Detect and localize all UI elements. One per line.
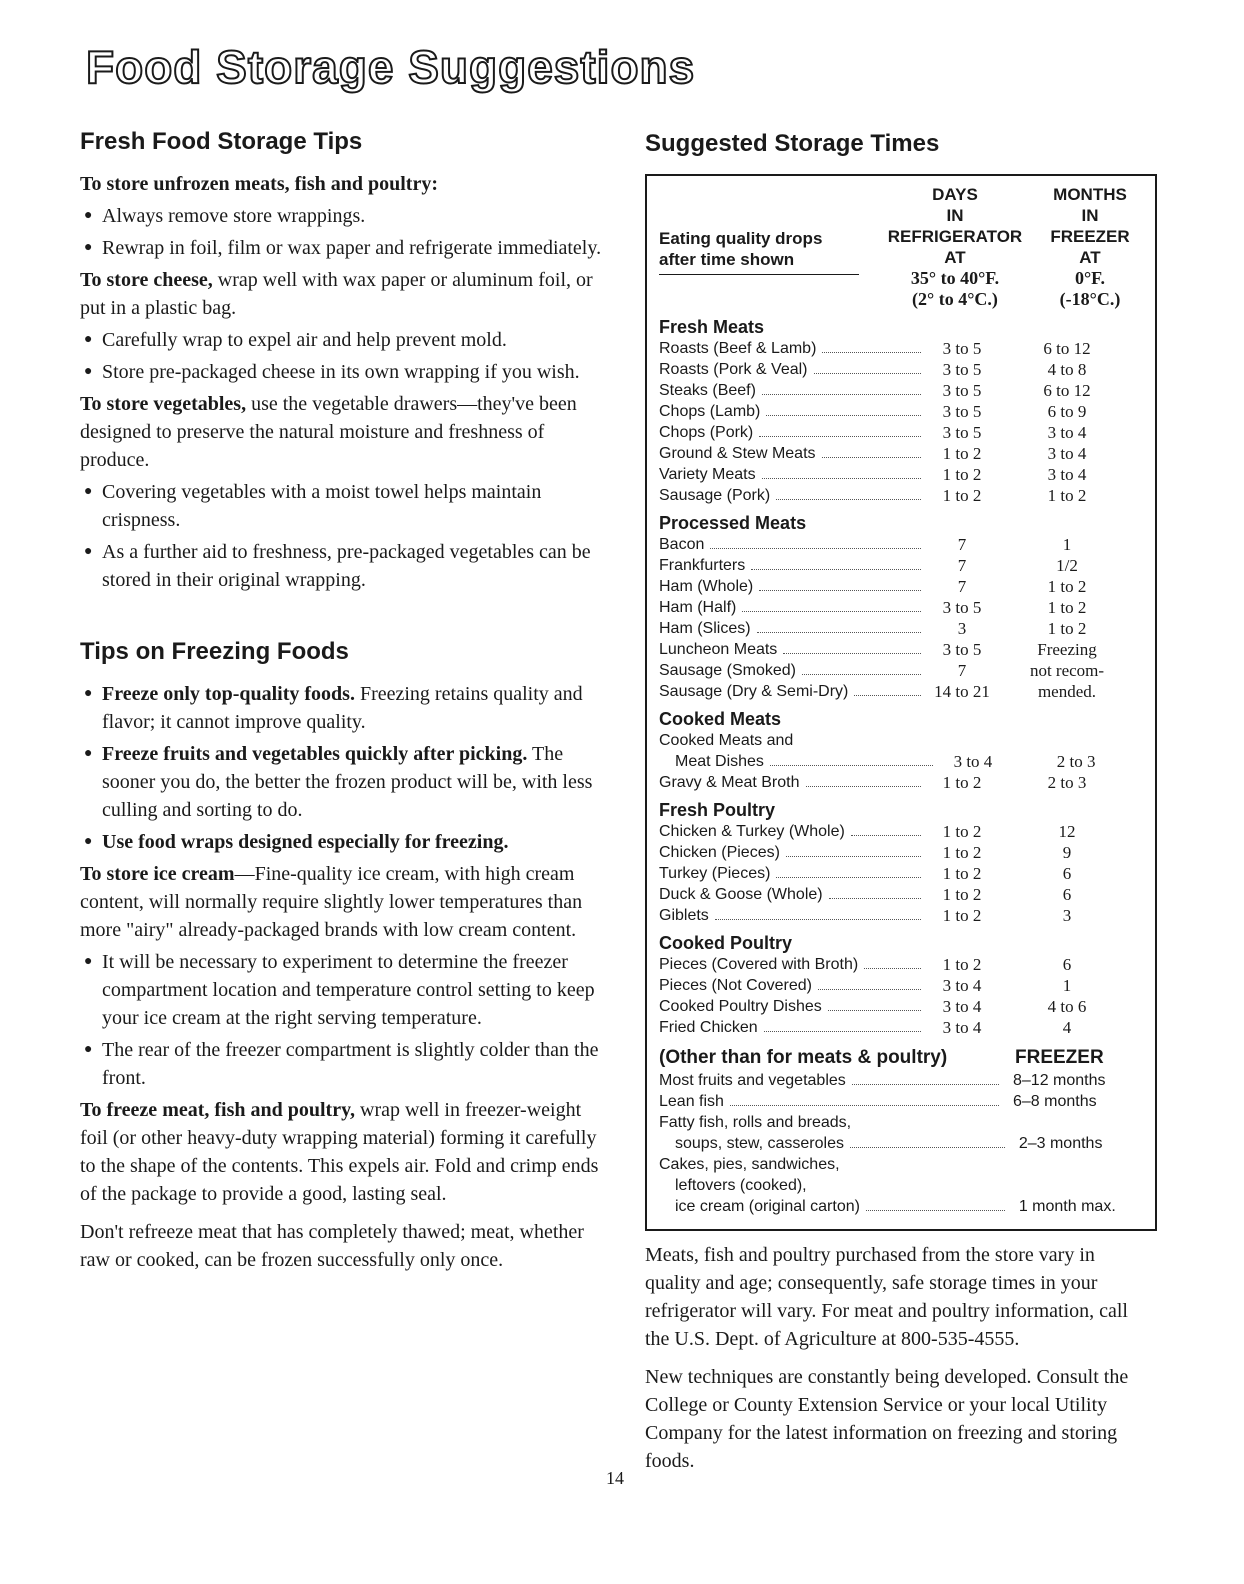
table-row: [659, 401, 1145, 422]
months-value: 3 to 4: [1047, 465, 1087, 484]
header-days-1: DAYS: [932, 185, 978, 204]
food-item: [659, 884, 927, 905]
header-days-5: 35° to 40°F.: [910, 268, 1000, 288]
dot-leader: [751, 555, 921, 570]
dot-leader: [852, 1070, 999, 1085]
dot-leader: [818, 975, 921, 990]
meats-lead-text: To store unfrozen meats, fish and poultry:: [80, 173, 438, 195]
table-row: [659, 1112, 1145, 1133]
table-row: [659, 443, 1145, 464]
food-item-label: Luncheon Meats: [659, 641, 778, 658]
list-item: [80, 1036, 610, 1092]
bullet-icon: ●: [84, 746, 93, 761]
table-row: [659, 884, 1145, 905]
header-months-5: 0°F.: [1074, 268, 1106, 288]
table-row: [659, 555, 1145, 576]
food-item-label: Bacon: [659, 536, 705, 553]
days-value: 1 to 2: [942, 843, 982, 862]
dot-leader: [802, 660, 921, 675]
table-row: [659, 1154, 1145, 1175]
food-item: [659, 1017, 927, 1038]
page-title: Food Storage Suggestions: [86, 41, 696, 93]
bullet-icon: ●: [84, 484, 93, 499]
food-item: [659, 1133, 1011, 1154]
food-item-label: Roasts (Pork & Veal): [659, 361, 808, 378]
days-value: 3 to 5: [942, 423, 982, 442]
months-value: 6 to 9: [1047, 402, 1087, 421]
table-row: [659, 1017, 1145, 1038]
days-value: 3: [957, 619, 967, 638]
dot-leader: [850, 1133, 1005, 1148]
dot-leader: [806, 772, 922, 787]
months-value: 3 to 4: [1047, 423, 1087, 442]
category-heading: Fresh Poultry: [659, 800, 776, 820]
vegetables-paragraph: [80, 390, 610, 474]
food-item: [659, 401, 927, 422]
dot-leader: [822, 338, 921, 353]
months-value: not recom-: [1029, 661, 1105, 680]
table-row: [659, 1091, 1145, 1112]
header-days-2: IN: [946, 206, 964, 225]
food-item-label: Lean fish: [659, 1093, 724, 1110]
dot-leader: [822, 443, 921, 458]
months-value: 4: [1062, 1018, 1072, 1037]
freezing-heading: Tips on Freezing Foods: [80, 638, 349, 665]
fresh-food-heading: Fresh Food Storage Tips: [80, 128, 363, 155]
dot-leader: [715, 905, 921, 920]
freezer-value: [1011, 1175, 1145, 1196]
food-item-label: Gravy & Meat Broth: [659, 774, 800, 791]
dot-leader: [828, 996, 921, 1011]
list-item: [80, 538, 610, 594]
food-item-label: Pieces (Covered with Broth): [659, 956, 859, 973]
food-item: [659, 534, 927, 555]
months-value: 12: [1058, 822, 1076, 841]
days-value: 14 to 21: [934, 682, 990, 701]
days-value: [927, 730, 997, 751]
months-value: 6: [1062, 864, 1072, 883]
months-value: 6: [1062, 885, 1072, 904]
other-rows: [659, 1070, 1145, 1217]
days-value: 1 to 2: [942, 864, 982, 883]
header-left-line1: Eating quality drops: [659, 229, 823, 248]
table-header: [659, 184, 1145, 310]
food-item-label: Ham (Slices): [659, 620, 751, 637]
food-item: [659, 842, 927, 863]
dot-leader: [786, 842, 921, 857]
food-item-label: Most fruits and vegetables: [659, 1072, 846, 1089]
dot-leader: [710, 534, 921, 549]
months-value: 1 to 2: [1047, 598, 1087, 617]
dot-leader: [742, 597, 921, 612]
freezer-value: [1005, 1112, 1143, 1133]
days-value: 3 to 5: [942, 402, 982, 421]
food-item: [659, 485, 927, 506]
months-value: 2 to 3: [1056, 752, 1096, 771]
freeze-meat-lead: To freeze meat, fish and poultry,: [80, 1099, 355, 1121]
food-item: [659, 618, 927, 639]
months-value: [997, 730, 1137, 751]
food-item-label: Ground & Stew Meats: [659, 445, 816, 462]
list-item: [80, 358, 610, 386]
days-value: 3 to 4: [942, 997, 982, 1016]
months-value: mended.: [1037, 682, 1097, 701]
dot-leader: [757, 618, 921, 633]
months-value: 1 to 2: [1047, 577, 1087, 596]
list-item: [80, 202, 610, 230]
table-row: [659, 618, 1145, 639]
bullet-icon: ●: [84, 686, 93, 701]
food-item-label: Chicken (Pieces): [659, 844, 780, 861]
storage-times-heading: Suggested Storage Times: [645, 130, 940, 157]
months-value: 1/2: [1056, 556, 1078, 575]
dot-leader: [730, 1091, 999, 1106]
food-item-label: Steaks (Beef): [659, 382, 756, 399]
usda-paragraph: Meats, fish and poultry purchased from the store vary in quality and age; consequently, safe storage times in your refrigerator will vary. For meat and poultry information, call the U.S. Dept. of Agriculture at 800-535-4555.: [645, 1244, 1128, 1350]
months-value: 6 to 12: [1043, 339, 1091, 358]
food-item: [659, 338, 927, 359]
table-row: [659, 772, 1145, 793]
bullet-icon: ●: [84, 364, 93, 379]
food-item-label: Chicken & Turkey (Whole): [659, 823, 845, 840]
bullet-icon: ●: [84, 544, 93, 559]
food-item: [659, 863, 927, 884]
freezer-value: 2–3 months: [1018, 1135, 1103, 1152]
food-item: [659, 975, 927, 996]
days-value: 1 to 2: [942, 906, 982, 925]
right-column: [645, 130, 1175, 1475]
storage-table: [645, 174, 1157, 1231]
table-row: [659, 996, 1145, 1017]
food-item: [659, 422, 927, 443]
freeze-meat-text: wrap well in freezer-weight foil (or other heavy-duty wrapping material) forming it carefully to the shape of the contents. This expels air. Fold and crimp ends of the package to provide a good, lasting seal.: [80, 1099, 599, 1205]
bullet-icon: ●: [84, 834, 93, 849]
food-item: [659, 1196, 1011, 1217]
veg-lead: To store vegetables,: [80, 393, 247, 415]
list-item: [80, 680, 610, 736]
dot-leader: [766, 401, 921, 416]
days-value: 1 to 2: [942, 822, 982, 841]
food-item-label: Sausage (Pork): [659, 487, 771, 504]
dot-leader: [762, 380, 921, 395]
food-item-label: Cooked Meats and: [659, 732, 794, 749]
list-item: [80, 828, 610, 856]
dot-leader: [776, 863, 921, 878]
food-item: [659, 772, 927, 793]
food-item-label: Roasts (Beef & Lamb): [659, 340, 817, 357]
header-days-4: AT: [944, 248, 966, 267]
days-value: 3 to 5: [942, 640, 982, 659]
bullet-bold: Freeze only top-quality foods.: [102, 683, 355, 705]
food-item: [659, 905, 927, 926]
food-item-label: Frankfurters: [659, 557, 746, 574]
food-item: [659, 359, 927, 380]
days-value: 7: [957, 661, 967, 680]
months-value: 1 to 2: [1047, 619, 1087, 638]
freezer-value: [1005, 1154, 1143, 1175]
food-item: [659, 954, 927, 975]
table-row: [659, 681, 1145, 702]
food-item: [659, 660, 927, 681]
header-months-3: FREEZER: [1050, 227, 1130, 246]
months-value: 2 to 3: [1047, 773, 1087, 792]
food-item: [659, 681, 927, 702]
table-row: [659, 485, 1145, 506]
food-item: [659, 555, 927, 576]
bullet-icon: ●: [84, 332, 93, 347]
table-row: [659, 821, 1145, 842]
bullet-text: Always remove store wrappings.: [102, 205, 366, 227]
table-row: [659, 338, 1145, 359]
food-item: [659, 443, 927, 464]
days-value: 1 to 2: [942, 955, 982, 974]
days-value: 1 to 2: [942, 773, 982, 792]
days-value: 3 to 5: [942, 381, 982, 400]
months-value: 1: [1062, 976, 1072, 995]
meats-lead: [80, 170, 610, 198]
days-value: 7: [957, 535, 967, 554]
extension-paragraph: New techniques are constantly being developed. Consult the College or County Extension Service or your local Utility Company for the latest information on freezing and storing foods.: [645, 1366, 1129, 1472]
food-item-label: leftovers (cooked),: [675, 1177, 807, 1194]
freeze-meat-paragraph: [80, 1096, 610, 1208]
food-item: [659, 1091, 1005, 1112]
dot-leader: [829, 884, 921, 899]
days-value: 3 to 5: [942, 360, 982, 379]
list-item: [80, 948, 610, 1032]
food-item-label: soups, stew, casseroles: [675, 1135, 844, 1152]
table-row: [659, 1175, 1145, 1196]
table-row: [659, 534, 1145, 555]
header-days-3: REFRIGERATOR: [887, 227, 1023, 246]
dot-leader: [857, 1112, 999, 1127]
header-months-6: (-18°C.): [1059, 289, 1121, 309]
table-row: [659, 730, 1145, 751]
food-item-label: Sausage (Smoked): [659, 662, 796, 679]
dot-leader: [866, 1196, 1005, 1211]
days-value: 3 to 4: [942, 976, 982, 995]
other-freezer-heading: FREEZER: [1015, 1047, 1104, 1068]
dot-leader: [864, 954, 921, 969]
months-value: 1: [1062, 535, 1072, 554]
bullet-bold: Freeze fruits and vegetables quickly after picking.: [102, 743, 528, 765]
food-item: [659, 730, 927, 751]
table-row: [659, 905, 1145, 926]
header-months-4: AT: [1079, 248, 1101, 267]
table-row: [659, 464, 1145, 485]
dot-leader: [854, 681, 921, 696]
ice-cream-paragraph: [80, 860, 610, 944]
food-item: [659, 576, 927, 597]
list-item: [80, 478, 610, 534]
days-value: 7: [957, 577, 967, 596]
food-item: [659, 821, 927, 842]
dot-leader: [770, 751, 933, 766]
freezer-value: 8–12 months: [1013, 1072, 1106, 1089]
refreeze-paragraph: Don't refreeze meat that has completely thawed; meat, whether raw or cooked, can be frozen successfully only once.: [80, 1221, 584, 1271]
bullet-text: The rear of the freezer compartment is slightly colder than the front.: [102, 1039, 599, 1089]
table-row: [659, 863, 1145, 884]
category-heading: Cooked Meats: [659, 709, 782, 729]
header-months: [1035, 184, 1145, 310]
food-item: [659, 996, 927, 1017]
category-heading: Fresh Meats: [659, 317, 765, 337]
cheese-paragraph: [80, 266, 610, 322]
cheese-text: wrap well with wax paper or aluminum foil, or put in a plastic bag.: [80, 269, 593, 319]
bullet-text: Rewrap in foil, film or wax paper and refrigerate immediately.: [102, 237, 602, 259]
table-row: [659, 954, 1145, 975]
table-row: [659, 639, 1145, 660]
food-item-label: Variety Meats: [659, 466, 756, 483]
table-row: [659, 660, 1145, 681]
dot-leader: [776, 485, 921, 500]
food-item: [659, 1070, 1005, 1091]
dot-leader: [759, 576, 921, 591]
veg-text: use the vegetable drawers—they've been designed to preserve the natural moisture and freshness of produce.: [80, 393, 577, 471]
table-body: [659, 316, 1145, 1038]
dot-leader: [846, 1154, 999, 1169]
food-item-label: Ham (Half): [659, 599, 737, 616]
table-row: [659, 1133, 1145, 1154]
bullet-icon: ●: [84, 954, 93, 969]
food-item: [659, 1112, 1005, 1133]
category-heading: Cooked Poultry: [659, 933, 793, 953]
table-row: [659, 359, 1145, 380]
food-item-label: Chops (Lamb): [659, 403, 761, 420]
bullet-text: Store pre-packaged cheese in its own wrapping if you wish.: [102, 361, 580, 383]
bullet-bold: Use food wraps designed especially for freezing.: [102, 831, 509, 853]
ice-lead: To store ice cream: [80, 863, 235, 885]
bullet-icon: ●: [84, 1042, 93, 1057]
months-value: Freezing: [1037, 640, 1097, 659]
cheese-lead: To store cheese,: [80, 269, 213, 291]
category-heading: Processed Meats: [659, 513, 807, 533]
days-value: 1 to 2: [942, 885, 982, 904]
table-row: [659, 576, 1145, 597]
food-item-label: Pieces (Not Covered): [659, 977, 812, 994]
food-item-label: Meat Dishes: [675, 753, 764, 770]
bullet-text: The sooner you do, the better the frozen product will be, with less culling and sorting to do.: [102, 743, 593, 821]
days-value: 3 to 5: [942, 339, 982, 358]
ice-text: —Fine-quality ice cream, with high cream content, will normally require slightly lower temperatures than more "airy" already-packaged brands with low cream content.: [80, 863, 583, 941]
header-days: [875, 184, 1035, 310]
food-item: [659, 464, 927, 485]
bullet-text: Carefully wrap to expel air and help prevent mold.: [102, 329, 507, 351]
days-value: 1 to 2: [942, 465, 982, 484]
months-value: 3: [1062, 906, 1072, 925]
food-item-label: Fatty fish, rolls and breads,: [659, 1114, 852, 1131]
header-months-2: IN: [1081, 206, 1099, 225]
list-item: [80, 234, 610, 262]
dot-leader: [799, 730, 921, 745]
header-left-line2: after time shown: [659, 249, 859, 275]
table-row: [659, 380, 1145, 401]
food-item-label: Giblets: [659, 907, 709, 924]
food-item-label: Sausage (Dry & Semi-Dry): [659, 683, 849, 700]
table-row: [659, 422, 1145, 443]
table-row: [659, 842, 1145, 863]
months-value: 9: [1062, 843, 1072, 862]
table-row: [659, 1196, 1145, 1217]
food-item-label: ice cream (original carton): [675, 1198, 860, 1215]
freezer-value: 6–8 months: [1013, 1093, 1097, 1110]
dot-leader: [813, 1175, 1005, 1190]
list-item: [80, 740, 610, 824]
food-item-label: Cooked Poultry Dishes: [659, 998, 822, 1015]
table-row: [659, 975, 1145, 996]
dot-leader: [764, 1017, 921, 1032]
food-item: [659, 639, 927, 660]
dot-leader: [783, 639, 921, 654]
list-item: [80, 326, 610, 354]
days-value: 7: [957, 556, 967, 575]
other-heading-row: [659, 1046, 1145, 1070]
bullet-icon: ●: [84, 208, 93, 223]
days-value: 3 to 5: [942, 598, 982, 617]
food-item: [659, 380, 927, 401]
left-column: [80, 128, 610, 1278]
bullet-icon: ●: [84, 240, 93, 255]
header-months-1: MONTHS: [1053, 185, 1127, 204]
table-row: [659, 1070, 1145, 1091]
bullet-text: Covering vegetables with a moist towel helps maintain crispness.: [102, 481, 542, 531]
dot-leader: [759, 422, 921, 437]
table-row: [659, 751, 1145, 772]
months-value: 6: [1062, 955, 1072, 974]
months-value: 4 to 6: [1047, 997, 1087, 1016]
days-value: 3 to 4: [942, 1018, 982, 1037]
food-item: [659, 1154, 1005, 1175]
dot-leader: [762, 464, 921, 479]
months-value: 4 to 8: [1047, 360, 1087, 379]
food-item-label: Turkey (Pieces): [659, 865, 771, 882]
months-value: 3 to 4: [1047, 444, 1087, 463]
food-item-label: Ham (Whole): [659, 578, 754, 595]
header-left: [659, 184, 875, 310]
table-row: [659, 597, 1145, 618]
other-heading: (Other than for meats & poultry): [659, 1047, 948, 1068]
days-value: 1 to 2: [942, 444, 982, 463]
food-item: [659, 1175, 1011, 1196]
days-value: 1 to 2: [942, 486, 982, 505]
bullet-text: Freezing retains quality and flavor; it cannot improve quality.: [102, 683, 583, 733]
food-item-label: Chops (Pork): [659, 424, 754, 441]
food-item: [659, 597, 927, 618]
bullet-text: As a further aid to freshness, pre-packaged vegetables can be stored in their original wrapping.: [102, 541, 591, 591]
food-item-label: Duck & Goose (Whole): [659, 886, 823, 903]
months-value: 1 to 2: [1047, 486, 1087, 505]
dot-leader: [814, 359, 922, 374]
header-days-6: (2° to 4°C.): [912, 289, 998, 309]
months-value: 6 to 12: [1043, 381, 1091, 400]
freezer-value: 1 month max.: [1018, 1198, 1116, 1215]
days-value: 3 to 4: [953, 752, 993, 771]
food-item: [659, 751, 939, 772]
food-item-label: Fried Chicken: [659, 1019, 758, 1036]
bullet-text: It will be necessary to experiment to determine the freezer compartment location and temperature control setting to keep your ice cream at the right serving temperature.: [102, 951, 595, 1029]
dot-leader: [851, 821, 921, 836]
page-number: 14: [606, 1468, 624, 1488]
food-item-label: Cakes, pies, sandwiches,: [659, 1156, 840, 1173]
